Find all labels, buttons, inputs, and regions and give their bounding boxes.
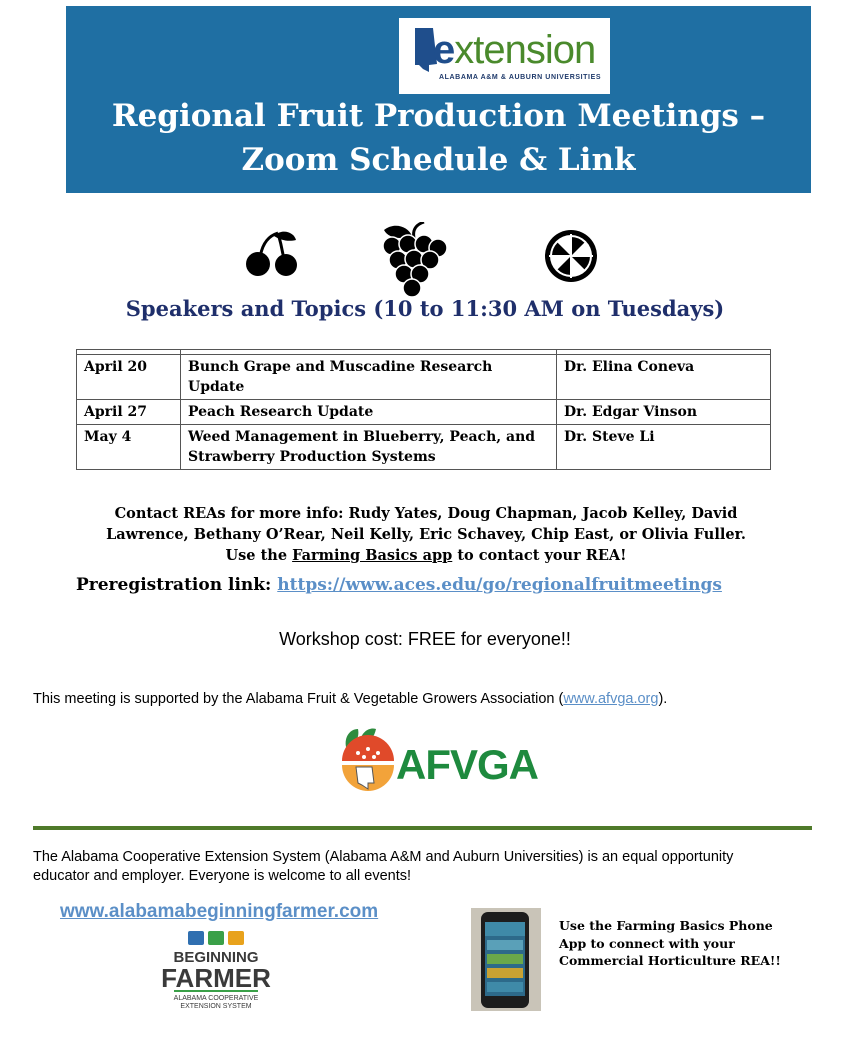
logo-subtitle: ALABAMA A&M & AUBURN UNIVERSITIES <box>439 74 602 81</box>
speaker-cell: Dr. Elina Coneva <box>557 355 771 400</box>
cow-icon <box>208 931 224 945</box>
section-heading: Speakers and Topics (10 to 11:30 AM on Tuesdays) <box>125 296 725 321</box>
bf-logo-line1: BEGINNING <box>173 949 259 966</box>
eeo-statement: The Alabama Cooperative Extension System (Alabama A&M and Auburn Universities) is an equal opportunity educator and employer. Everyone is welcome to all events! <box>33 849 734 884</box>
afvga-logo-text: AFVGA <box>396 741 538 788</box>
contact-paragraph <box>96 503 756 566</box>
schedule-table <box>76 349 771 470</box>
bf-logo-line4: EXTENSION SYSTEM <box>180 1003 252 1010</box>
divider <box>33 826 812 830</box>
sprout-icon <box>228 931 244 945</box>
beginning-farmer-website-link[interactable]: www.alabamabeginningfarmer.com <box>60 901 379 922</box>
support-text-end: ). <box>658 691 668 707</box>
farming-basics-app-link[interactable]: Farming Basics app <box>292 547 453 564</box>
speaker-cell: Dr. Steve Li <box>557 425 771 470</box>
afvga-emblem-icon <box>338 727 398 791</box>
table-row <box>77 400 771 425</box>
table-row <box>77 355 771 400</box>
bf-logo-line2: FARMER <box>161 963 271 993</box>
page-title <box>66 94 811 182</box>
speaker-cell: Dr. Edgar Vinson <box>557 400 771 425</box>
grapes-icon <box>378 222 450 302</box>
support-statement <box>33 691 667 707</box>
phone-app-image <box>471 908 541 1011</box>
afvga-link[interactable]: www.afvga.org <box>563 691 659 707</box>
tractor-icon <box>188 931 204 945</box>
cherries-icon <box>244 230 300 278</box>
bf-logo-line3: ALABAMA COOPERATIVE <box>173 995 259 1002</box>
table-row <box>77 425 771 470</box>
support-text: This meeting is supported by the Alabama Fruit & Vegetable Growers Association ( <box>33 691 564 707</box>
date-cell: April 27 <box>77 400 181 425</box>
logo-word: xtension <box>454 28 596 72</box>
afvga-logo <box>338 727 538 796</box>
logo-letter: e <box>433 28 455 72</box>
phone-app-note: Use the Farming Basics Phone App to connect with your Commercial Horticulture REA!! <box>559 918 781 968</box>
workshop-cost: Workshop cost: FREE for everyone!! <box>279 629 571 649</box>
topic-cell: Weed Management in Blueberry, Peach, and Strawberry Production Systems <box>181 425 557 470</box>
title-line-2: Zoom Schedule & Link <box>241 142 636 178</box>
header-banner <box>66 6 811 193</box>
contact-text: Contact REAs for more info: Rudy Yates, Doug Chapman, Jacob Kelley, David Lawrence, Bethany O’Rear, Neil Kelly, Eric Schavey, Chip East, or Olivia Fuller. Use the <box>106 505 746 564</box>
preregistration-link[interactable]: https://www.aces.edu/go/regionalfruitmeetings <box>277 575 722 595</box>
topic-cell: Peach Research Update <box>181 400 557 425</box>
beginning-farmer-logo <box>154 929 278 1015</box>
citrus-slice-icon <box>543 228 599 284</box>
prereg-label: Preregistration link: <box>76 575 278 595</box>
contact-text-end: to contact your REA! <box>452 547 627 564</box>
title-line-1: Regional Fruit Production Meetings – <box>111 98 766 134</box>
extension-logo <box>399 18 610 94</box>
date-cell: May 4 <box>77 425 181 470</box>
topic-cell: Bunch Grape and Muscadine Research Update <box>181 355 557 400</box>
preregistration <box>76 575 722 595</box>
date-cell: April 20 <box>77 355 181 400</box>
